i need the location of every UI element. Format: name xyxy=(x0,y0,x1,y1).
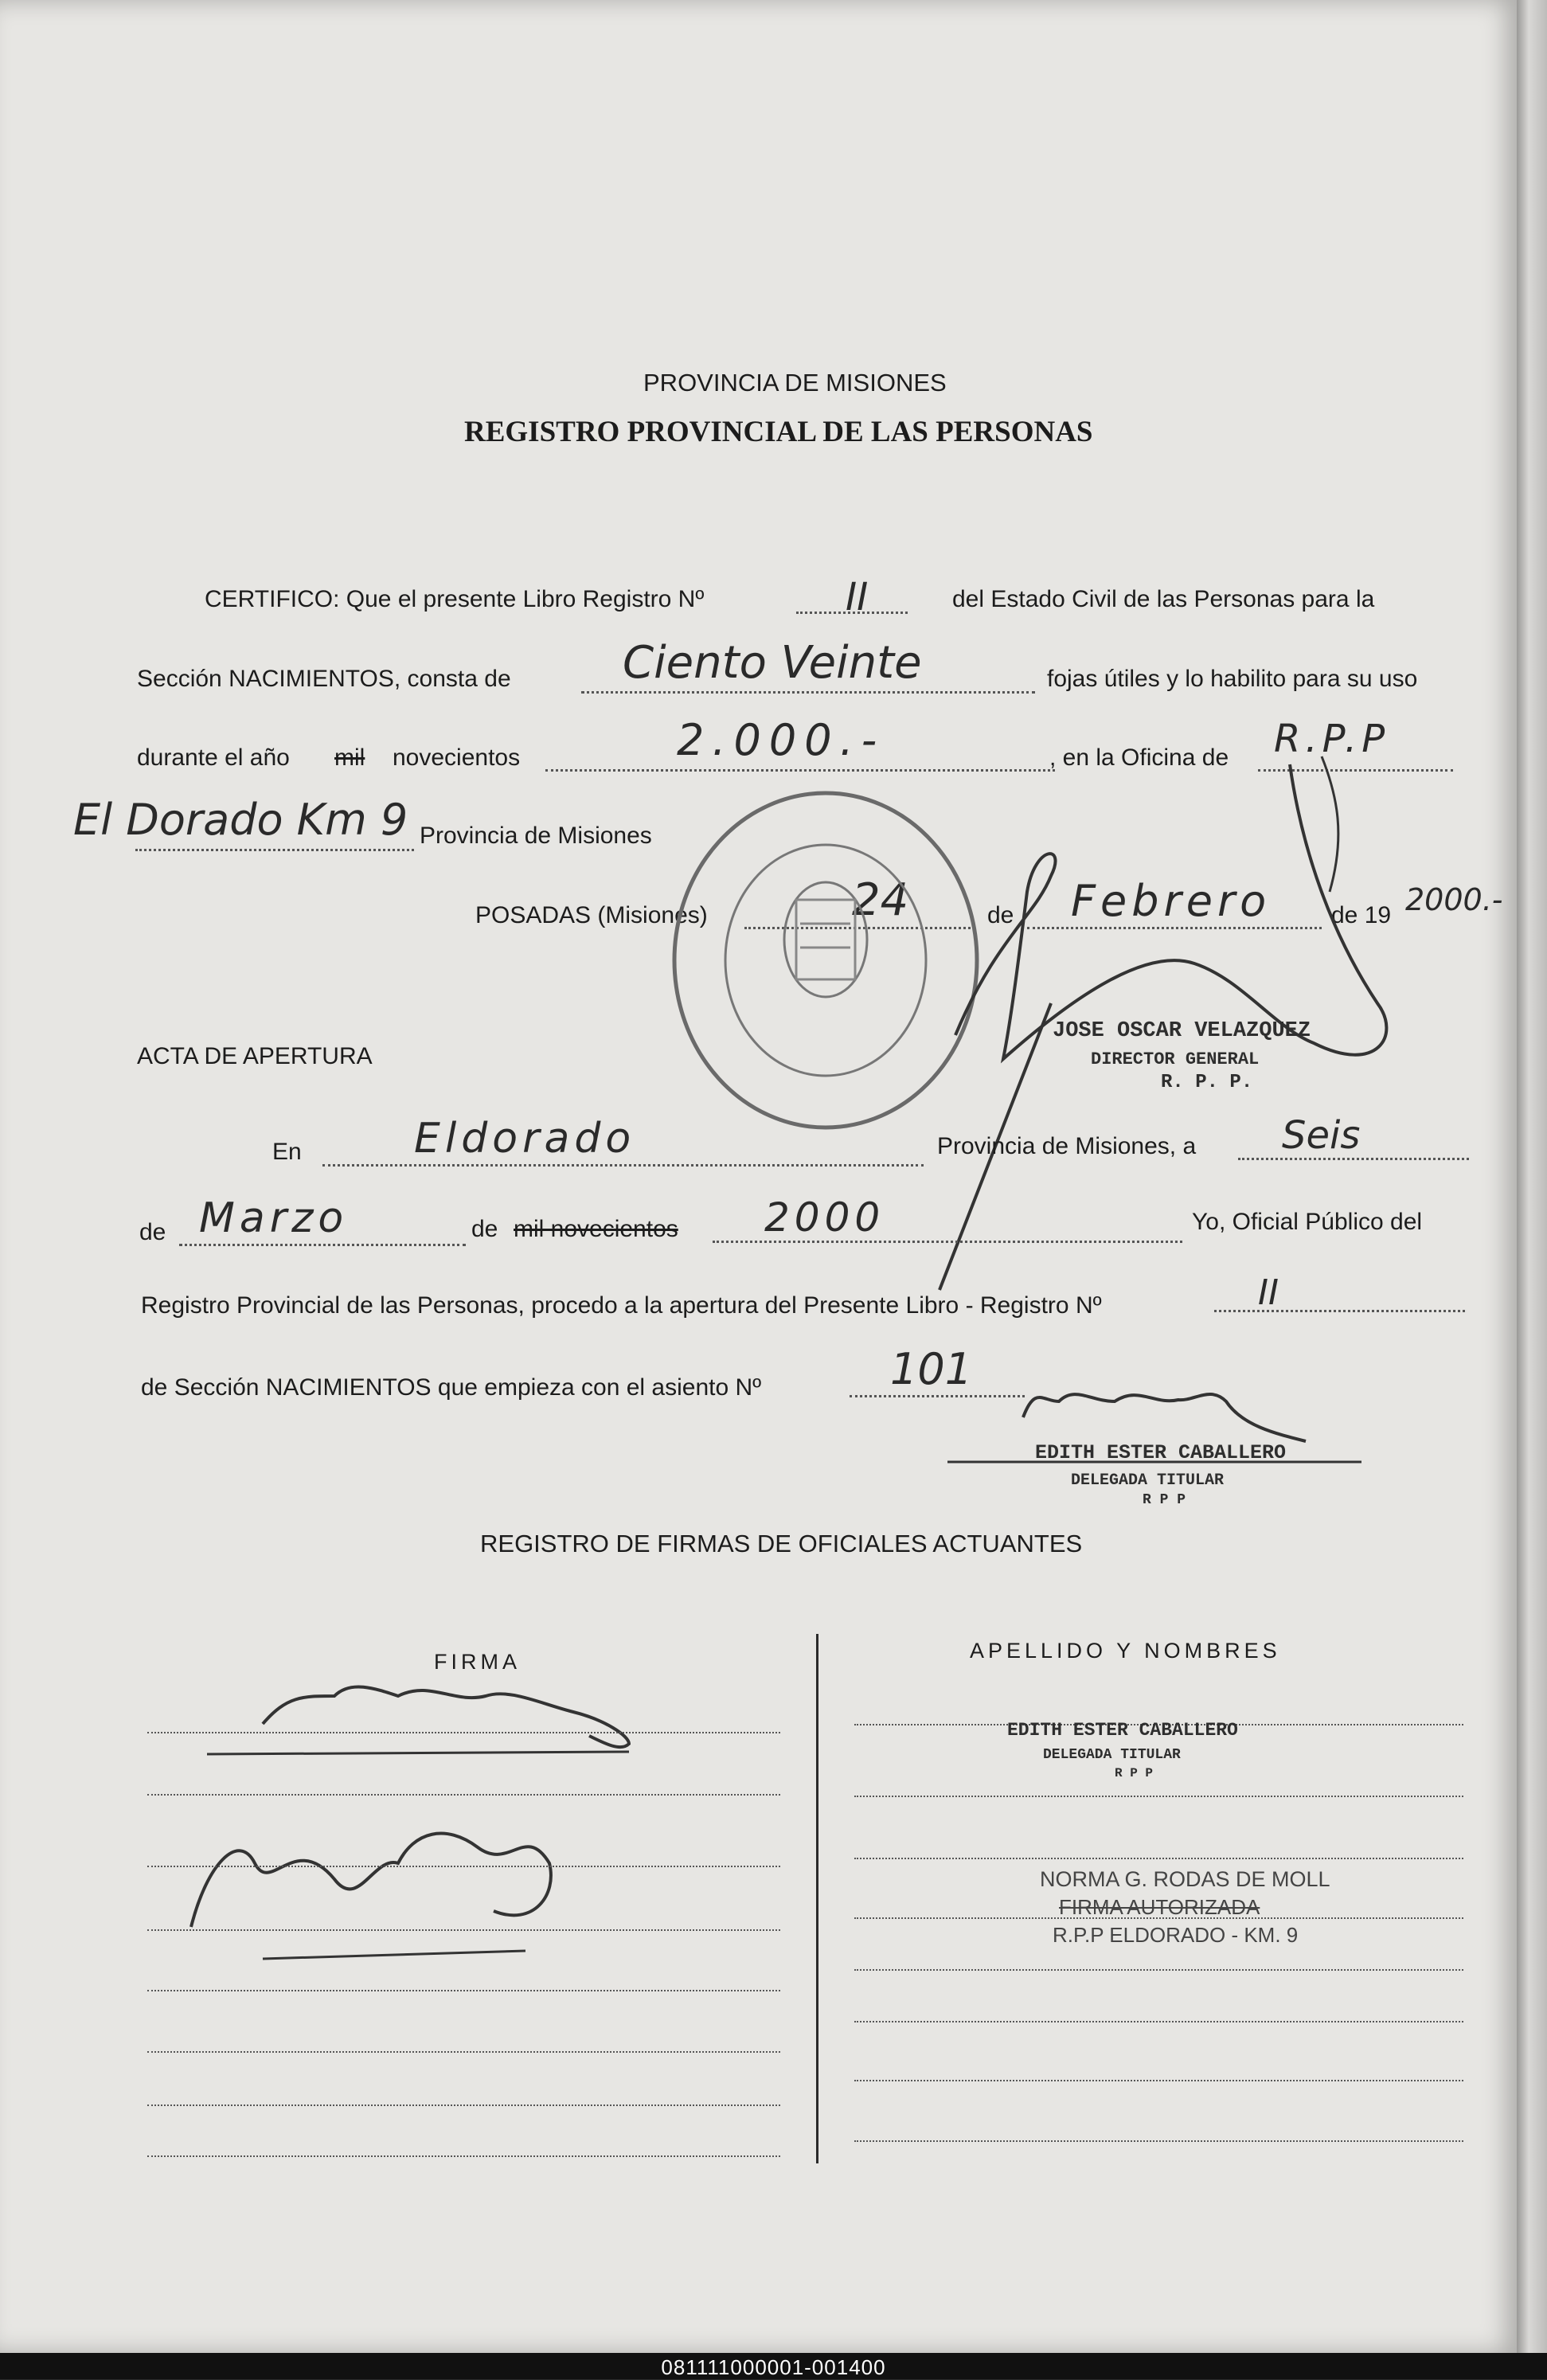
firma-row-line xyxy=(147,1794,780,1796)
acta-line3: Registro Provincial de las Personas, procedo a la apertura del Presente Libro - Registro Nº xyxy=(141,1292,1102,1319)
libro-no-handwritten: II xyxy=(846,575,869,619)
entry1-org: R P P xyxy=(1115,1766,1154,1780)
entry1-title: DELEGADA TITULAR xyxy=(1043,1747,1181,1763)
acta-en: En xyxy=(272,1139,302,1165)
delegate-stamp-title: DELEGADA TITULAR xyxy=(1071,1471,1225,1490)
province-heading: PROVINCIA DE MISIONES xyxy=(643,369,947,397)
col-nombres-header: APELLIDO Y NOMBRES xyxy=(970,1639,1281,1663)
acta-year-dots xyxy=(713,1241,1182,1243)
entry2-name: NORMA G. RODAS DE MOLL xyxy=(1040,1867,1330,1891)
acta-month-handwritten: Marzo xyxy=(199,1194,349,1242)
durante-text: durante el año xyxy=(137,744,290,771)
director-stamp-org: R. P. P. xyxy=(1161,1072,1253,1093)
nombre-row-line xyxy=(854,1796,1463,1797)
acta-heading: ACTA DE APERTURA xyxy=(137,1043,373,1069)
delegate-stamp-org: R P P xyxy=(1143,1492,1186,1508)
entry2-org: R.P.P ELDORADO - KM. 9 xyxy=(1053,1923,1299,1947)
nombre-row-line xyxy=(854,2021,1463,2022)
acta-provincia: Provincia de Misiones, a xyxy=(937,1133,1197,1159)
fojas-handwritten: Ciento Veinte xyxy=(623,637,922,689)
firma-row-line xyxy=(147,1732,780,1733)
nombre-row-line xyxy=(854,2140,1463,2142)
firmas-heading: REGISTRO DE FIRMAS DE OFICIALES ACTUANTES xyxy=(480,1530,1083,1557)
acta-mil-struck: mil novecientos xyxy=(514,1216,678,1242)
firma-row-line xyxy=(147,2051,780,2053)
certifico-text: CERTIFICO: Que el presente Libro Registro Nº xyxy=(205,586,705,612)
year-short-handwritten: 2000.- xyxy=(1405,882,1503,917)
firma-row-line xyxy=(147,1929,780,1931)
novecientos-text: novecientos xyxy=(393,744,521,771)
fojas-suffix: fojas útiles y lo habilito para su uso xyxy=(1047,666,1418,692)
column-divider xyxy=(816,1634,818,2163)
place-dots xyxy=(322,1164,924,1167)
firma-row-line xyxy=(147,2155,780,2157)
acta-de-label: de xyxy=(471,1216,498,1242)
acta-year-handwritten: 2000 xyxy=(764,1194,885,1241)
asiento-handwritten: 101 xyxy=(890,1344,973,1394)
nombre-row-line xyxy=(854,2080,1463,2081)
office-line2-handwritten: El Dorado Km 9 xyxy=(73,795,408,845)
seccion-text: Sección NACIMIENTOS, consta de xyxy=(137,666,511,692)
oficina-text: , en la Oficina de xyxy=(1049,744,1229,771)
director-stamp-title: DIRECTOR GENERAL xyxy=(1091,1049,1260,1069)
acta-line4: de Sección NACIMIENTOS que empieza con el asiento Nº xyxy=(141,1374,762,1401)
footer-code: 081111000001-001400 xyxy=(661,2355,886,2379)
day-word-handwritten: Seis xyxy=(1282,1113,1361,1158)
certifico-suffix: del Estado Civil de las Personas para la xyxy=(952,586,1375,612)
director-stamp-name: JOSE OSCAR VELAZQUEZ xyxy=(1053,1019,1311,1043)
firma-row-line xyxy=(147,1990,780,1991)
day-handwritten: 24 xyxy=(852,874,909,926)
posadas-text: POSADAS (Misiones) xyxy=(475,902,708,928)
mil-struck: mil xyxy=(334,744,365,771)
asiento-dots xyxy=(850,1395,1025,1397)
entry1-name: EDITH ESTER CABALLERO xyxy=(1007,1720,1238,1741)
firma-row-line xyxy=(147,1866,780,1867)
delegate-stamp-name: EDITH ESTER CABALLERO xyxy=(1035,1441,1287,1464)
de19-text: de 19 xyxy=(1331,902,1392,928)
year-handwritten: 2.000.- xyxy=(677,715,885,765)
day-word-dots xyxy=(1238,1158,1469,1160)
entry2-title: FIRMA AUTORIZADA xyxy=(1059,1895,1260,1919)
acta-yo: Yo, Oficial Público del xyxy=(1192,1209,1423,1235)
place-handwritten: Eldorado xyxy=(414,1115,636,1163)
office-handwritten: R.P.P xyxy=(1274,717,1390,761)
acta-de: de xyxy=(139,1219,166,1245)
nombre-row-line xyxy=(854,1969,1463,1971)
registro-no-handwritten: II xyxy=(1258,1272,1279,1313)
month-handwritten: Febrero xyxy=(1071,876,1272,926)
de-text: de xyxy=(987,902,1014,928)
registro-no-dots xyxy=(1214,1310,1465,1312)
registry-heading: REGISTRO PROVINCIAL DE LAS PERSONAS xyxy=(464,416,1093,448)
firma-row-line xyxy=(147,2104,780,2106)
col-firma-header: FIRMA xyxy=(434,1650,521,1674)
nombre-row-line xyxy=(854,1858,1463,1859)
provincia-text: Provincia de Misiones xyxy=(420,823,652,849)
acta-month-dots xyxy=(179,1244,466,1246)
